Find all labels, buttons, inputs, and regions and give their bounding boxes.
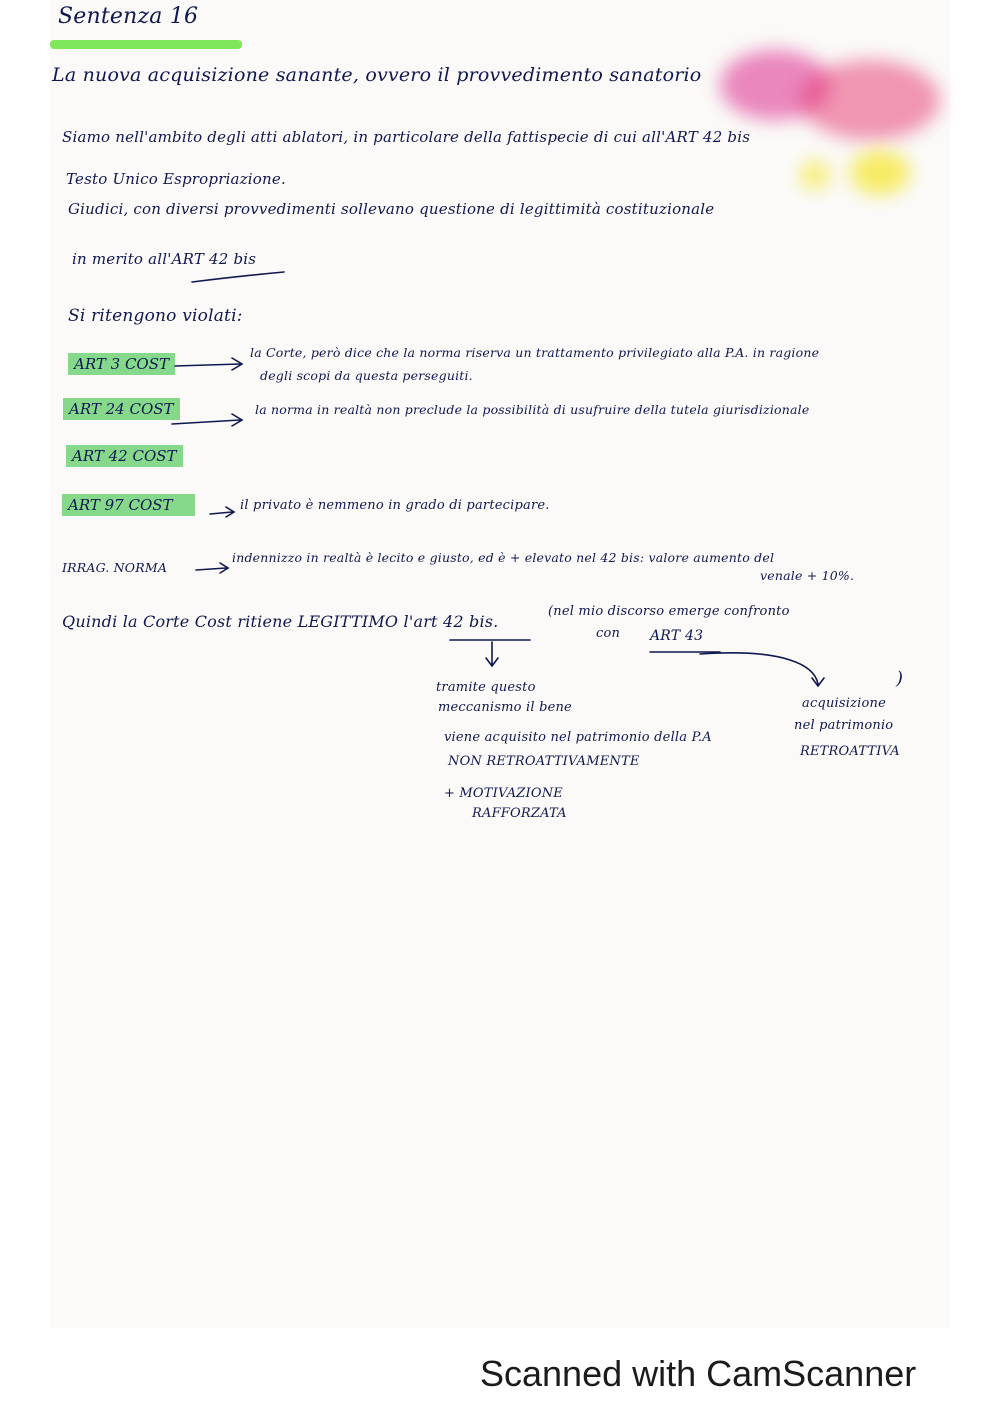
intro-ref: ART 42 bis bbox=[665, 128, 751, 146]
heading: La nuova acquisizione sanante, ovvero il provvedimento sanatorio bbox=[52, 64, 702, 86]
right-branch-line: RETROATTIVA bbox=[800, 744, 900, 759]
paren-ref: ART 43 bbox=[650, 628, 704, 644]
article-note: degli scopi da questa perseguiti. bbox=[260, 368, 473, 383]
arrow-irrag bbox=[196, 563, 228, 573]
arrow-art97 bbox=[210, 507, 234, 517]
intro-line-2: Testo Unico Espropriazione. bbox=[66, 170, 286, 188]
conclusion: Quindi la Corte Cost ritiene LEGITTIMO l'art 42 bis. bbox=[62, 612, 499, 631]
article-tag: ART 97 COST bbox=[62, 494, 195, 516]
paren-note: (nel mio discorso emerge confronto bbox=[548, 604, 790, 619]
close-paren: ) bbox=[896, 668, 904, 689]
paren-with: con bbox=[596, 626, 621, 641]
ref-underline bbox=[192, 272, 284, 282]
page-title: Sentenza 16 bbox=[58, 4, 199, 29]
right-branch-line: nel patrimonio bbox=[794, 718, 894, 733]
intro-text: Siamo nell'ambito degli atti ablatori, in particolare della fattispecie di cui all' bbox=[62, 128, 666, 146]
left-branch-line: NON RETROATTIVAMENTE bbox=[448, 754, 640, 769]
irrag-note: indennizzo in realtà è lecito e giusto, ed è + elevato nel 42 bis: valore aumento del bbox=[232, 550, 775, 565]
left-branch-line: viene acquisito nel patrimonio della P.A bbox=[444, 730, 712, 745]
article-note: la norma in realtà non preclude la possibilità di usufruire della tutela giurisdizionale bbox=[255, 402, 810, 417]
right-branch-line: acquisizione bbox=[802, 696, 887, 711]
arrow-down bbox=[486, 642, 498, 666]
arrow-art24 bbox=[172, 414, 242, 426]
arrow-art3 bbox=[175, 358, 242, 370]
left-branch-line: meccanismo il bene bbox=[438, 700, 572, 715]
intro-ref: ART 42 bis bbox=[171, 250, 257, 268]
intro-line-3: Giudici, con diversi provvedimenti sollevano questione di legittimità costituzionale bbox=[68, 200, 715, 218]
curved-arrow bbox=[700, 653, 824, 686]
article-tag: ART 42 COST bbox=[66, 445, 183, 467]
irrag-label: IRRAG. NORMA bbox=[62, 560, 168, 575]
article-tag: ART 24 COST bbox=[63, 398, 180, 420]
intro-text: in merito all' bbox=[72, 250, 172, 268]
article-note: la Corte, però dice che la norma riserva un trattamento privilegiato alla P.A. in ragione bbox=[250, 345, 820, 360]
irrag-note: venale + 10%. bbox=[760, 568, 855, 583]
camscanner-watermark: Scanned with CamScanner bbox=[480, 1353, 917, 1394]
left-branch-line: tramite questo bbox=[436, 680, 536, 695]
article-note: il privato è nemmeno in grado di partecipare. bbox=[240, 498, 550, 513]
left-branch-line: + MOTIVAZIONE bbox=[444, 786, 563, 801]
violated-label: Si ritengono violati: bbox=[68, 306, 243, 326]
left-branch-line: RAFFORZATA bbox=[472, 806, 567, 821]
article-tag: ART 3 COST bbox=[68, 353, 175, 375]
